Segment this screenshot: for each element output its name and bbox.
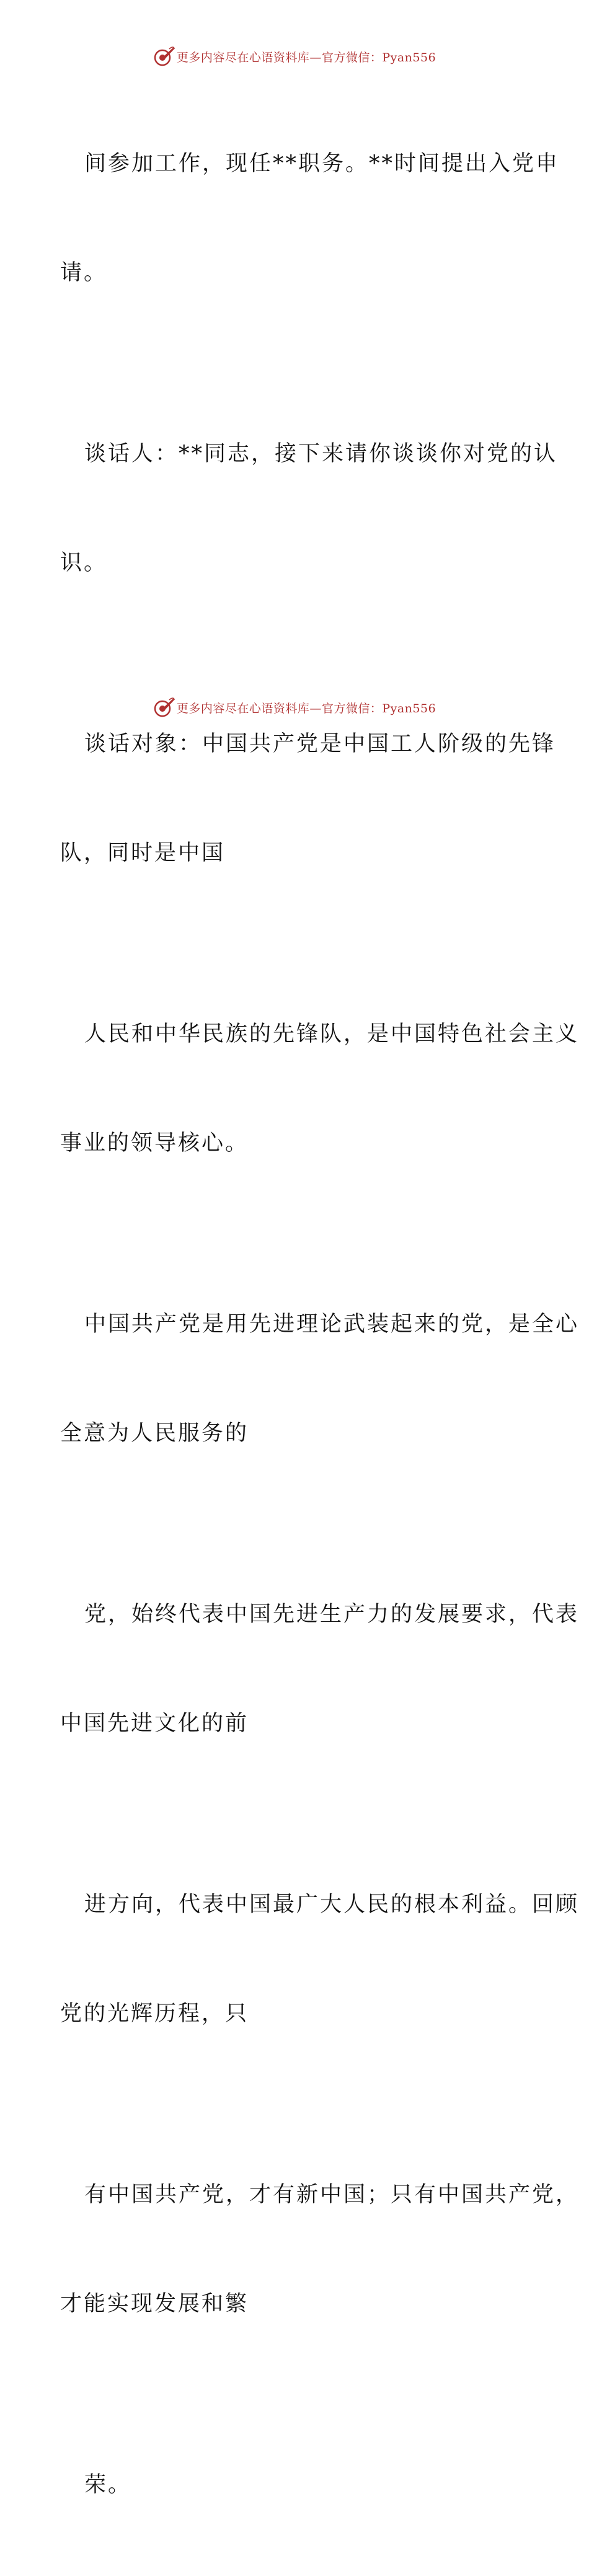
text-line: 中国共产党是用先进理论武装起来的党，是全心: [84, 1312, 580, 1337]
text-line: 队，同时是中国: [60, 840, 226, 865]
paragraph-1: [60, 73, 560, 363]
text-line: 识。: [60, 550, 108, 575]
text-line: 党的光辉历程，只: [60, 2001, 249, 2026]
text-line: 人民和中华民族的先锋队，是中国特色社会主义: [84, 1022, 580, 1047]
paragraph-5: [60, 1234, 580, 1524]
paragraph-6: [60, 1524, 580, 1814]
paragraph-4: [60, 944, 580, 1234]
text-line: 谈话人：**同志，接下来请你谈谈你对党的认: [84, 441, 558, 466]
text-line: 事业的领导核心。: [60, 1130, 249, 1156]
text-line: 谈话对象：中国共产党是中国工人阶级的先锋: [84, 732, 556, 756]
text-line: 进方向，代表中国最广大人民的根本利益。回顾: [84, 1892, 580, 1917]
text-line: 有中国共产党，才有新中国；只有中国共产党，: [84, 2182, 580, 2207]
paragraph-8: [60, 2104, 580, 2394]
text-line: 党，始终代表中国先进生产力的发展要求，代表: [84, 1602, 580, 1627]
quill-pen-circle-icon: [153, 45, 175, 68]
paragraph-7: [60, 1814, 580, 2104]
text-line: 间参加工作，现任**职务。**时间提出入党申: [84, 151, 560, 176]
text-line: 全意为人民服务的: [60, 1420, 249, 1446]
text-line: 荣。: [84, 2472, 132, 2497]
text-line: 请。: [60, 260, 108, 285]
footer-banner: [0, 695, 589, 720]
text-line: 中国先进文化的前: [60, 1711, 249, 1736]
header-banner-text: 更多内容尽在心语资料库—官方微信：Pyan556: [176, 50, 436, 64]
paragraph-2: [60, 363, 558, 653]
header-banner: [0, 44, 589, 69]
quill-pen-circle-icon: [153, 696, 175, 719]
text-line: 才能实现发展和繁: [60, 2291, 249, 2316]
footer-banner-text: 更多内容尽在心语资料库—官方微信：Pyan556: [176, 701, 436, 715]
paragraph-9: [60, 2394, 531, 2576]
document-body: [60, 73, 580, 2576]
